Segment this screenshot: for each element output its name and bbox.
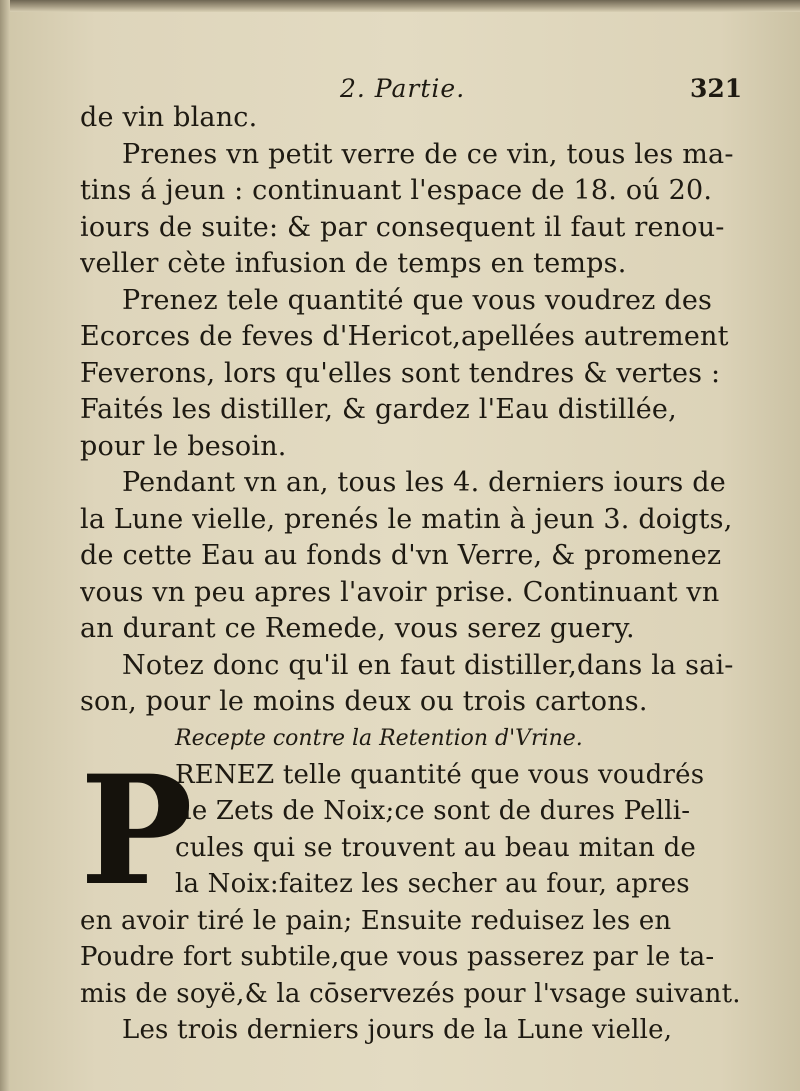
text-line: cules qui se trouvent au beau mitan de [175,832,696,863]
text-line: veller cète infusion de temps en temps. [80,248,627,279]
text-line: Pendant vn an, tous les 4. derniers iours de [122,467,726,498]
text-line: pour le besoin. [80,430,287,462]
recipe-paragraph [80,742,770,919]
text-line: tins á jeun : continuant l'espace de 18. oú 20. [80,175,713,206]
text-line: la Lune vielle, prenés le matin à jeun 3. doigts, [80,503,733,535]
text-line: Ecorces de feves d'Hericot,apellées autrement [80,321,729,352]
text-line: Notez donc qu'il en faut distiller,dans la sai- [122,649,734,681]
text-line: de vin blanc. [80,102,258,133]
text-line: en avoir tiré le pain; Ensuite reduisez les en [80,905,672,936]
text-line: vous vn peu apres l'avoir prise. Continuant vn [80,576,720,608]
text-line: de Zets de Noix;ce sont de dures Pelli- [175,796,691,826]
text-line: Faités les distiller, & gardez l'Eau distillée, [80,394,677,425]
page-top-shadow [0,0,800,12]
page-number: 321 [690,74,743,103]
text-line: Les trois derniers jours de la Lune vielle, [122,1015,673,1045]
text-line: son, pour le moins deux ou trois cartons. [80,686,648,717]
text-line: Prenez tele quantité que vous voudrez des [122,284,713,316]
recipe-heading: Recepte contre la Retention d'Vrine. [175,725,583,751]
running-head: 2. Partie. [340,74,466,103]
page-text [80,100,770,1049]
text-line: Poudre fort subtile,que vous passerez par le ta- [80,942,715,972]
text-line: la Noix:faitez les secher au four, apres [175,869,690,899]
text-line: de cette Eau au fonds d'vn Verre, & promenez [80,540,722,571]
drop-cap-initial: P [80,742,193,919]
text-line: RENEZ telle quantité que vous voudrés [175,759,705,790]
recipe-continuation [80,903,770,1049]
text-line: Prenes vn petit verre de ce vin, tous les ma- [122,138,734,170]
page-gutter-shadow [0,0,10,1091]
text-line: mis de soyë,& la cōservezés pour l'vsage suivant. [80,978,741,1009]
text-line: iours de suite: & par consequent il faut renou- [80,211,725,243]
text-line: an durant ce Remede, vous serez guery. [80,613,635,644]
text-line: Feverons, lors qu'elles sont tendres & vertes : [80,357,721,389]
